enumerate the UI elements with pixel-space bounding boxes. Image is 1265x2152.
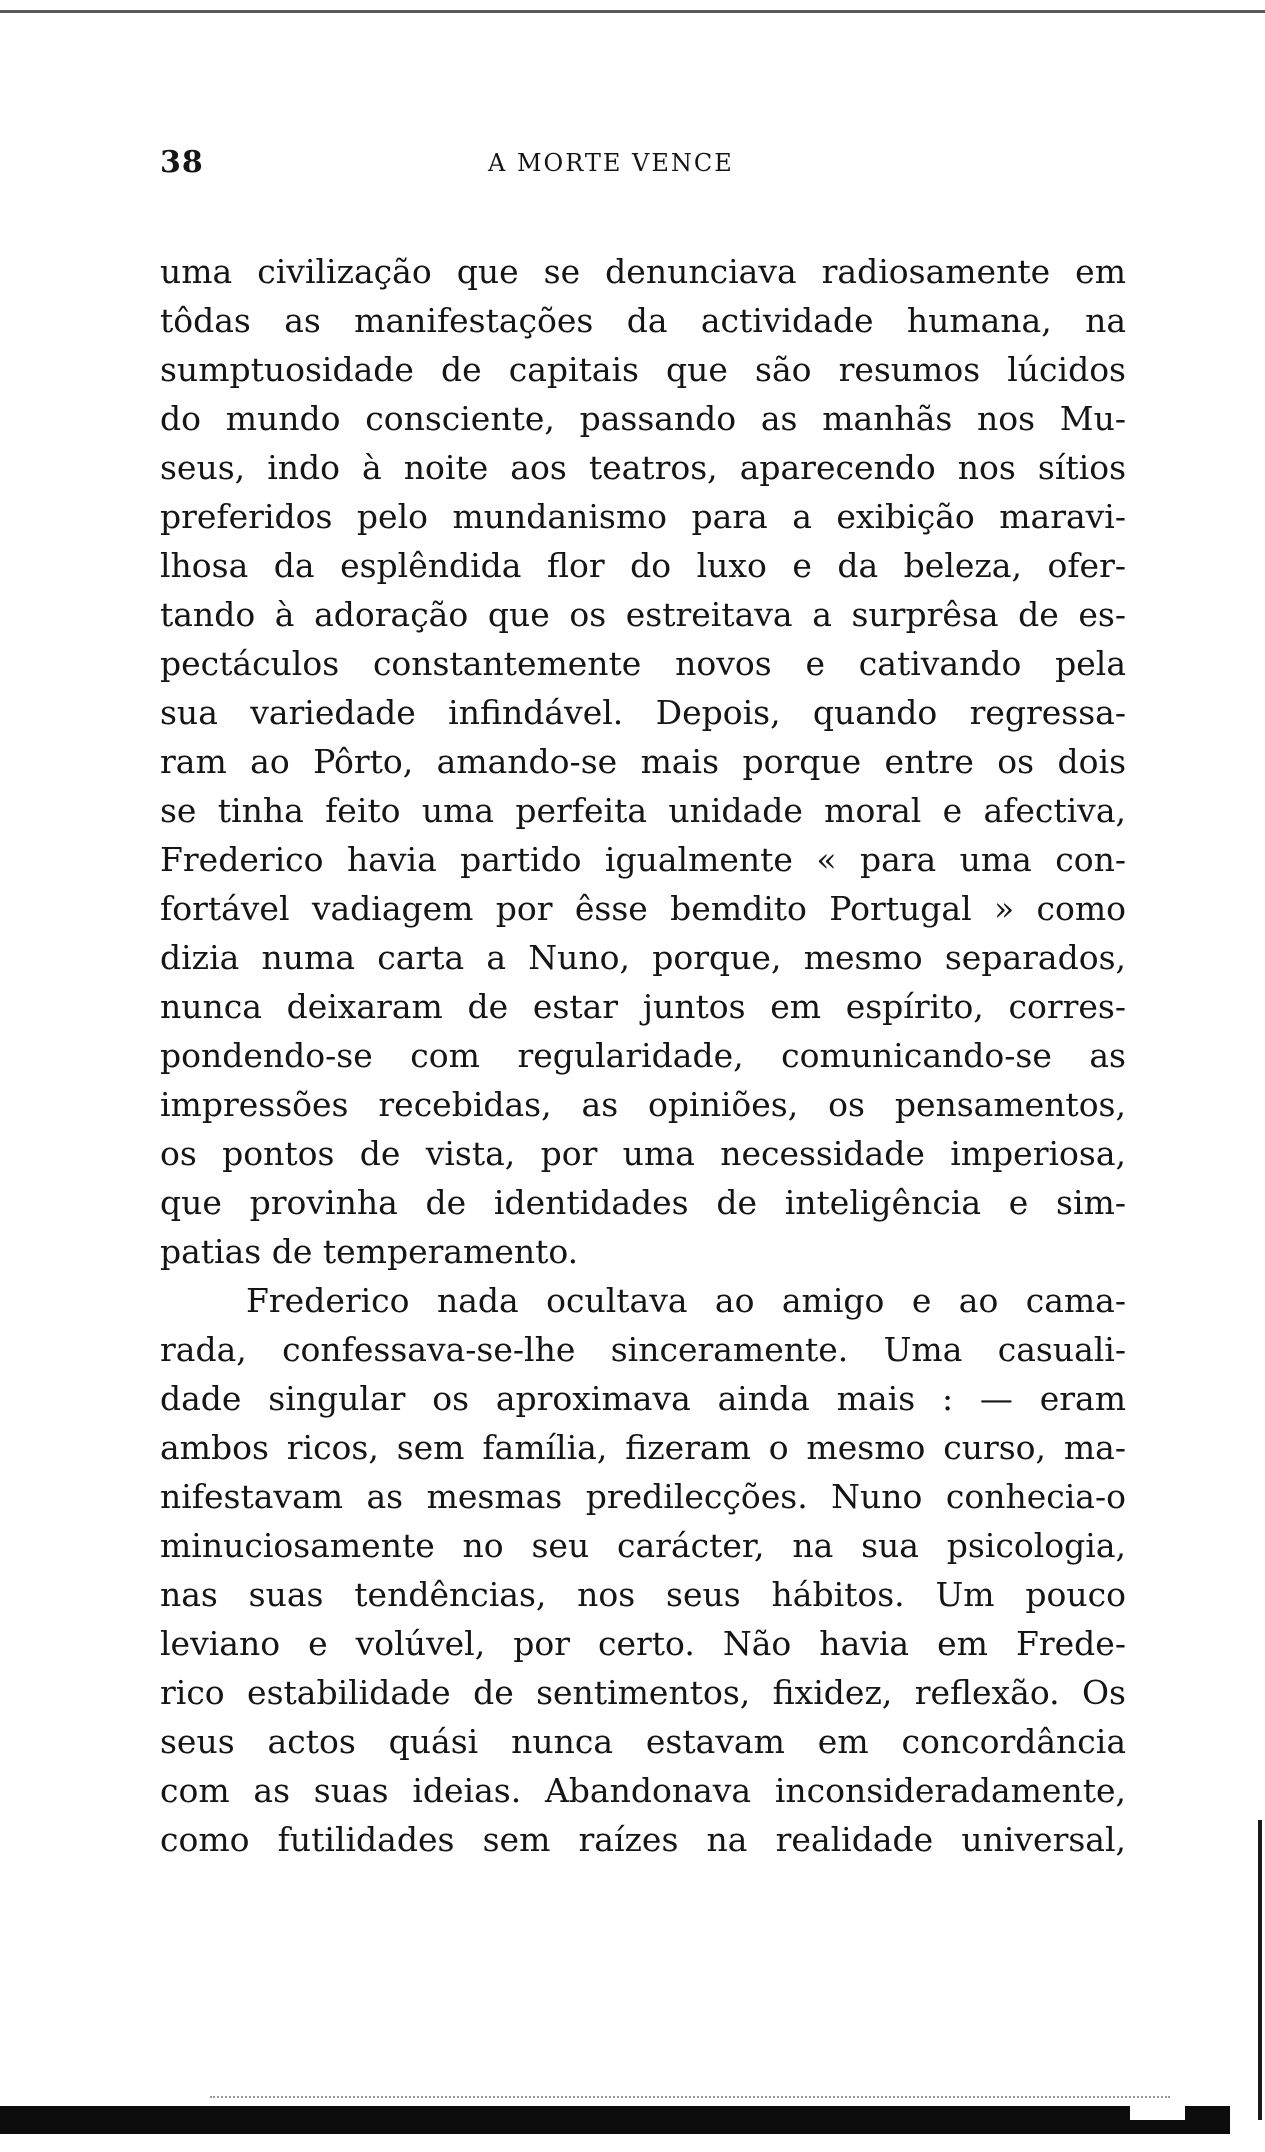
text-line: Frederico havia partido igualmente « para uma con- [160, 840, 1126, 879]
text-line: do mundo consciente, passando as manhãs nos Mu- [160, 399, 1126, 438]
text-line: nifestavam as mesmas predilecções. Nuno conhecia-o [160, 1477, 1126, 1516]
paragraph-end-line: patias de temperamento. [160, 1232, 579, 1271]
top-rule [0, 10, 1265, 13]
text-line: pondendo-se com regularidade, comunicando-se as [160, 1036, 1126, 1075]
page-number: 38 [160, 145, 204, 180]
text-line: minuciosamente no seu carácter, na sua psicologia, [160, 1526, 1126, 1565]
paragraph-start-line: Frederico nada ocultava ao amigo e ao cama- [246, 1281, 1126, 1320]
scan-dotted-line [210, 2096, 1170, 2098]
text-line: preferidos pelo mundanismo para a exibição maravi- [160, 497, 1126, 536]
text-line: se tinha feito uma perfeita unidade moral e afectiva, [160, 791, 1126, 830]
text-line: tôdas as manifestações da actividade humana, na [160, 301, 1126, 340]
text-line: sumptuosidade de capitais que são resumos lúcidos [160, 350, 1126, 389]
text-line: que provinha de identidades de inteligência e sim- [160, 1183, 1126, 1222]
text-line: seus actos quási nunca estavam em concordância [160, 1722, 1126, 1761]
text-line: com as suas ideias. Abandonava inconsideradamente, [160, 1771, 1126, 1810]
body-text [160, 247, 1126, 1864]
scan-right-edge [1258, 1820, 1262, 2120]
text-line: uma civilização que se denunciava radiosamente em [160, 252, 1126, 291]
text-line: rico estabilidade de sentimentos, fixidez, reflexão. Os [160, 1673, 1126, 1712]
running-title: A MORTE VENCE [488, 149, 734, 177]
text-line: leviano e volúvel, por certo. Não havia em Frede- [160, 1624, 1126, 1663]
text-line: dade singular os aproximava ainda mais : — eram [160, 1379, 1126, 1418]
scan-border-notch [1130, 2106, 1185, 2120]
text-line: tando à adoração que os estreitava a surprêsa de es- [160, 595, 1126, 634]
text-line: fortável vadiagem por êsse bemdito Portugal » como [160, 889, 1126, 928]
text-line: seus, indo à noite aos teatros, aparecendo nos sítios [160, 448, 1126, 487]
text-line: pectáculos constantemente novos e cativando pela [160, 644, 1126, 683]
text-line: ambos ricos, sem família, fizeram o mesmo curso, ma- [160, 1428, 1126, 1467]
text-line: impressões recebidas, as opiniões, os pensamentos, [160, 1085, 1126, 1124]
text-line: lhosa da esplêndida flor do luxo e da beleza, ofer- [160, 546, 1126, 585]
scan-bottom-border [0, 2106, 1230, 2134]
text-line: dizia numa carta a Nuno, porque, mesmo separados, [160, 938, 1126, 977]
text-line: ram ao Pôrto, amando-se mais porque entre os dois [160, 742, 1126, 781]
text-line: rada, confessava-se-lhe sinceramente. Uma casuali- [160, 1330, 1126, 1369]
text-line: nas suas tendências, nos seus hábitos. Um pouco [160, 1575, 1126, 1614]
text-line: nunca deixaram de estar juntos em espírito, corres- [160, 987, 1126, 1026]
text-line: os pontos de vista, por uma necessidade imperiosa, [160, 1134, 1126, 1173]
text-line: como futilidades sem raízes na realidade universal, [160, 1820, 1126, 1859]
text-line: sua variedade infindável. Depois, quando regressa- [160, 693, 1126, 732]
